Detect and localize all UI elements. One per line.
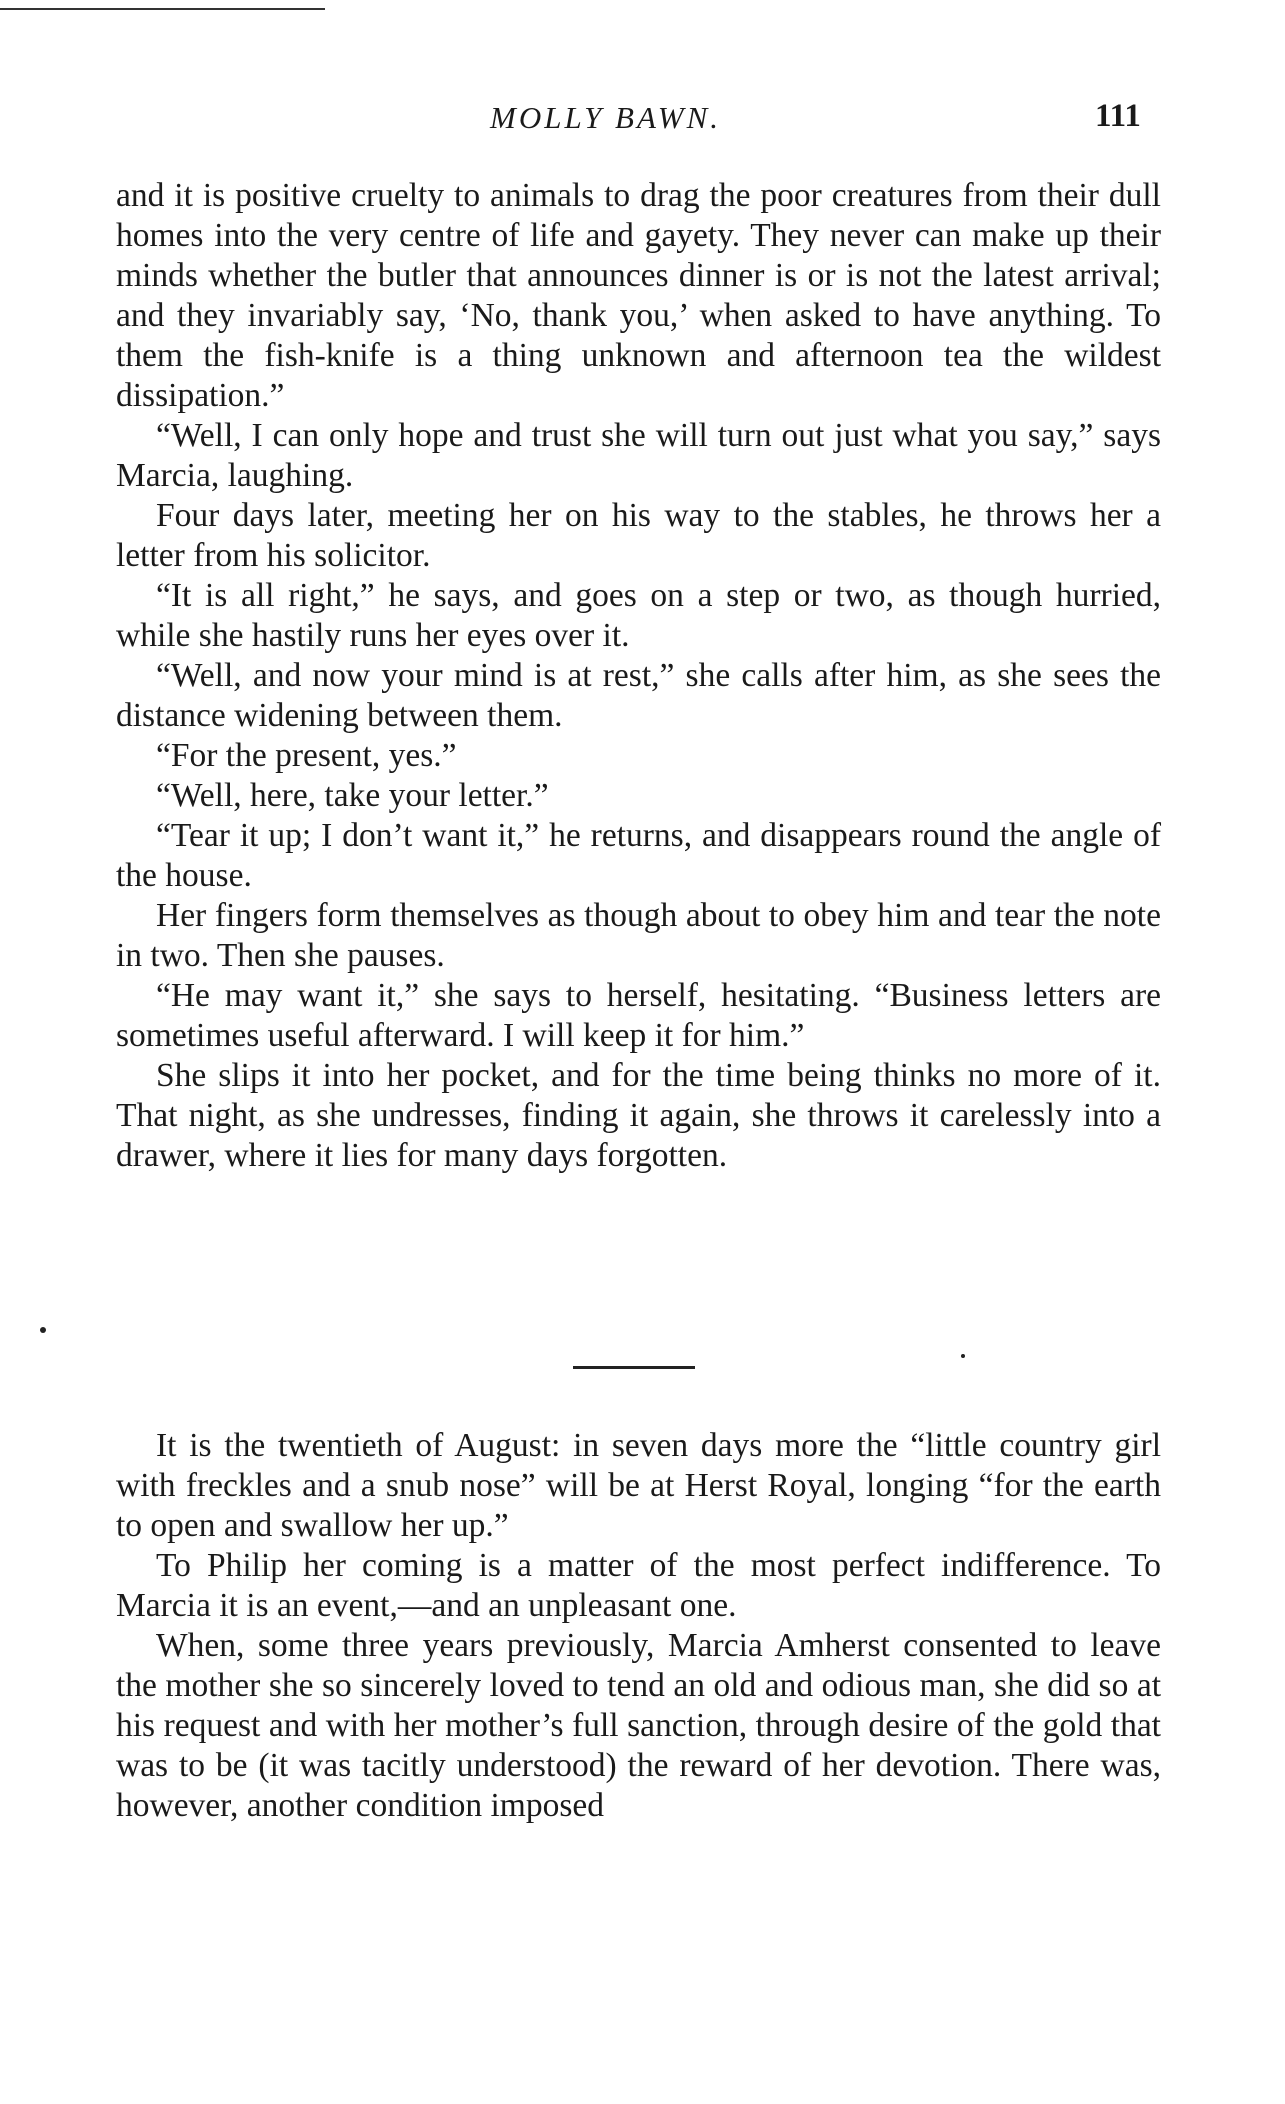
paragraph: When, some three years previously, Marcia Amherst consented to leave the mother she so sincerely loved to tend an old and odious man, she did so at his request and with her mother’s full sanction, through desire of the gold that was to be (it was tacitly understood) the reward of her devotion. There was, however, another condition imposed bbox=[116, 1627, 1161, 1824]
text-section-2 bbox=[116, 1426, 1161, 1826]
paragraph: To Philip her coming is a matter of the most perfect indifference. To Marcia it is an event,—and an unpleasant one. bbox=[116, 1547, 1161, 1624]
paragraph: It is the twentieth of August: in seven days more the “little country girl with freckles and a snub nose” will be at Herst Royal, longing “for the earth to open and swallow her up.” bbox=[116, 1427, 1161, 1544]
print-speck bbox=[40, 1327, 46, 1333]
paragraph: Her fingers form themselves as though about to obey him and tear the note in two. Then she pauses. bbox=[116, 897, 1161, 974]
paragraph: “It is all right,” he says, and goes on a step or two, as though hurried, while she hastily runs her eyes over it. bbox=[116, 577, 1161, 654]
text-section-1 bbox=[116, 176, 1161, 1176]
paragraph: “For the present, yes.” bbox=[156, 737, 457, 774]
page-number: 111 bbox=[1095, 98, 1141, 134]
print-speck bbox=[961, 1354, 965, 1358]
paragraph: “Well, I can only hope and trust she will turn out just what you say,” says Marcia, laughing. bbox=[116, 417, 1161, 494]
paragraph: “Tear it up; I don’t want it,” he returns, and disappears round the angle of the house. bbox=[116, 817, 1161, 894]
running-title: MOLLY BAWN. bbox=[490, 100, 722, 135]
paragraph: She slips it into her pocket, and for the time being thinks no more of it. That night, as she undresses, finding it again, she throws it carelessly into a drawer, where it lies for many days forgotten. bbox=[116, 1057, 1161, 1174]
paragraph: Four days later, meeting her on his way to the stables, he throws her a letter from his solicitor. bbox=[116, 497, 1161, 574]
paragraph: “Well, and now your mind is at rest,” she calls after him, as she sees the distance widening between them. bbox=[116, 657, 1161, 734]
section-divider bbox=[573, 1366, 695, 1369]
running-head bbox=[0, 100, 1285, 140]
top-rule bbox=[0, 8, 325, 10]
paragraph: “Well, here, take your letter.” bbox=[156, 777, 549, 814]
paragraph: “He may want it,” she says to herself, hesitating. “Business letters are sometimes useful afterward. I will keep it for him.” bbox=[116, 977, 1161, 1054]
paragraph: and it is positive cruelty to animals to drag the poor creatures from their dull homes into the very centre of life and gayety. They never can make up their minds whether the butler that announces dinner is or is not the latest arrival; and they invariably say, ‘No, thank you,’ when asked to have anything. To them the fish-knife is a thing unknown and afternoon tea the wildest dissipation.” bbox=[116, 177, 1161, 414]
